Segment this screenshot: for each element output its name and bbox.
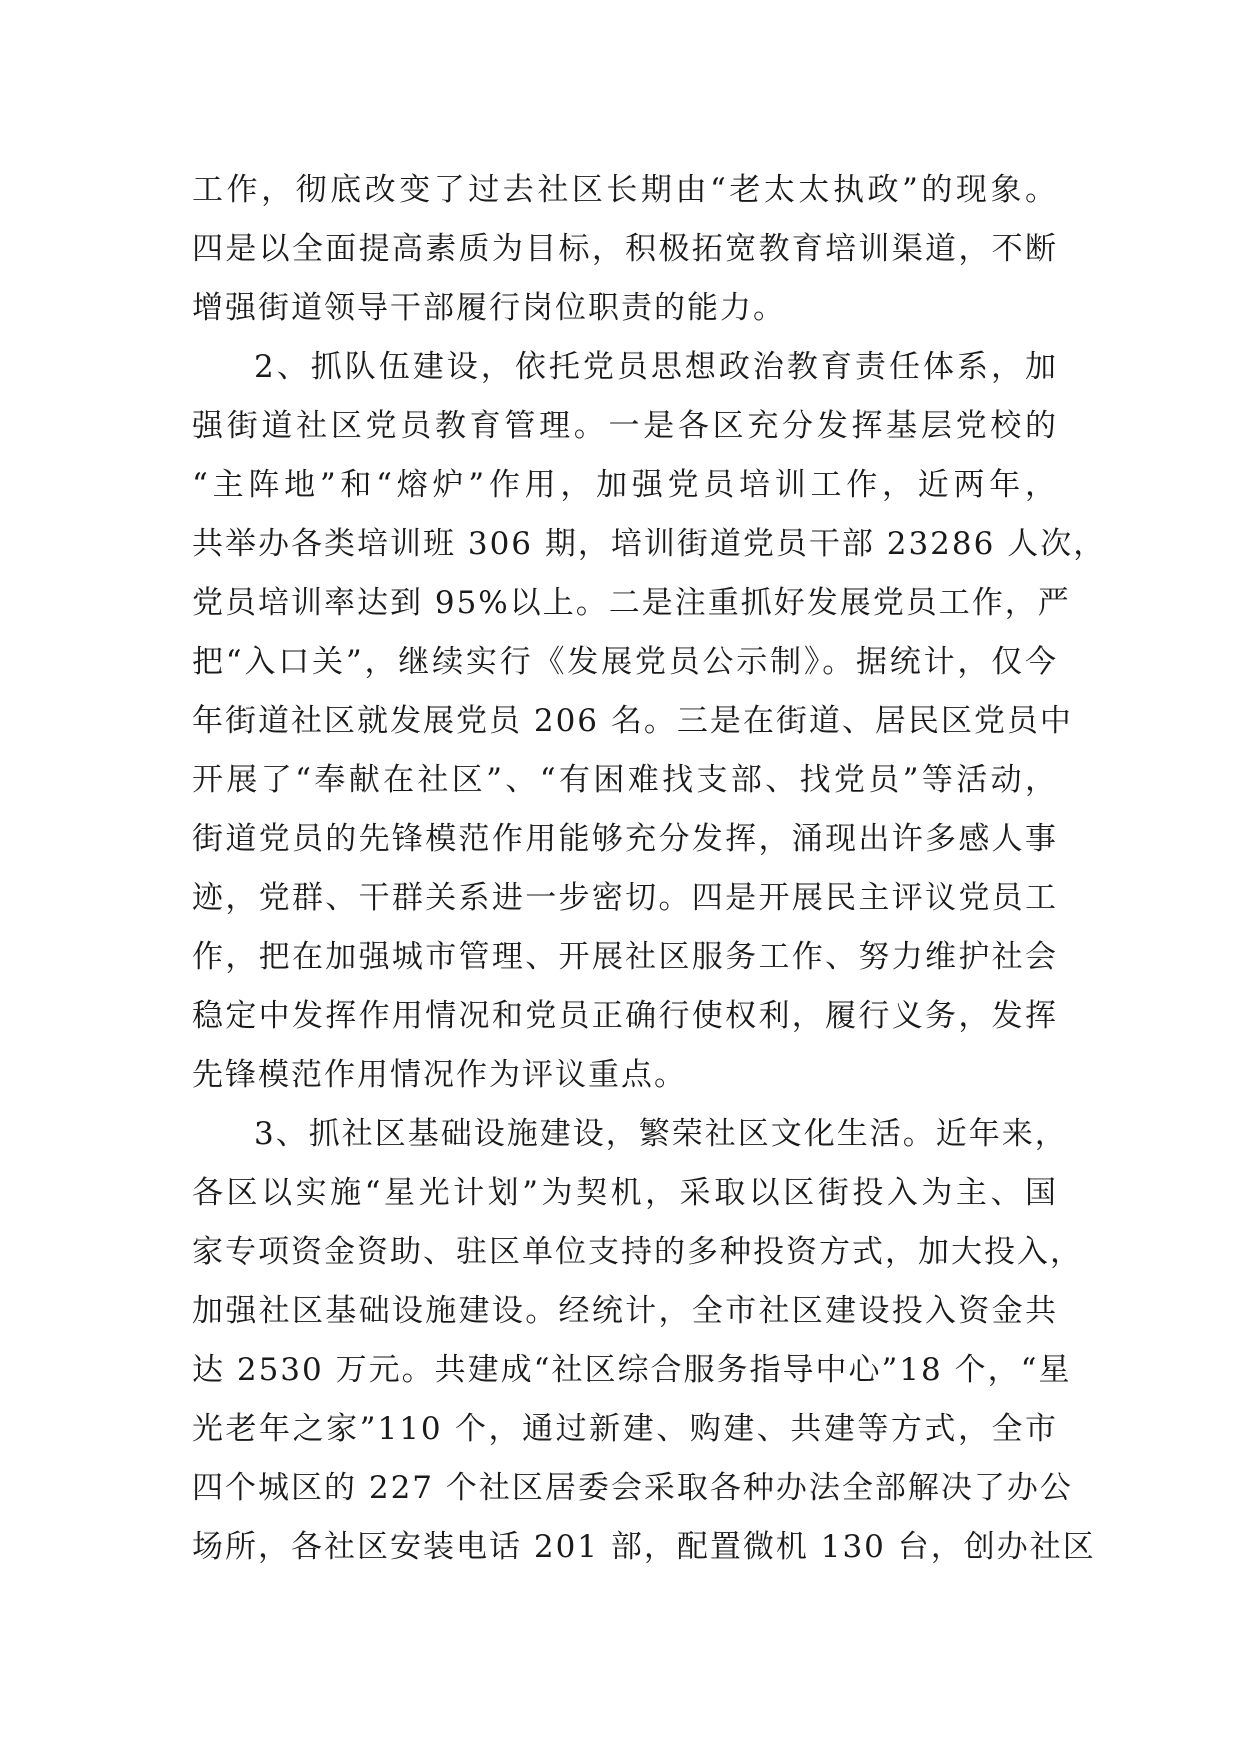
text-line: 场所，各社区安装电话 201 部，配置微机 130 台，创办社区 (192, 1529, 1096, 1565)
text-line: 四个城区的 227 个社区居委会采取各种办法全部解决了办公 (192, 1470, 1073, 1506)
document-body (192, 161, 1107, 1577)
text-line: 迹，党群、干群关系进一步密切。四是开展民主评议党员工 (192, 880, 1058, 916)
paragraph-2-team-building (192, 338, 1107, 1105)
text-line: 先锋模范作用情况作为评议重点。 (192, 1057, 687, 1093)
paragraph-3-infrastructure (192, 1105, 1096, 1577)
text-line: “主阵地”和“熔炉”作用，加强党员培训工作，近两年， (192, 467, 1058, 503)
text-line: 把“入口关”，继续实行《发展党员公示制》。据统计，仅今 (192, 644, 1058, 680)
text-line: 强街道社区党员教育管理。一是各区充分发挥基层党校的 (192, 408, 1058, 444)
text-line: 各区以实施“星光计划”为契机，采取以区街投入为主、国 (192, 1175, 1058, 1211)
text-line: 增强街道领导干部履行岗位职责的能力。 (192, 290, 786, 326)
text-line: 共举办各类培训班 306 期，培训街道党员干部 23286 人次， (192, 526, 1107, 562)
text-line: 开展了“奉献在社区”、“有困难找支部、找党员”等活动， (192, 762, 1058, 798)
text-line: 工作，彻底改变了过去社区长期由“老太太执政”的现象。 (192, 172, 1058, 208)
text-line: 光老年之家”110 个，通过新建、购建、共建等方式，全市 (192, 1411, 1058, 1447)
text-line: 家专项资金资助、驻区单位支持的多种投资方式，加大投入， (192, 1234, 1083, 1270)
text-line: 3、抓社区基础设施建设，繁荣社区文化生活。近年来， (254, 1116, 1068, 1152)
text-line: 作，把在加强城市管理、开展社区服务工作、努力维护社会 (192, 939, 1058, 975)
text-line: 稳定中发挥作用情况和党员正确行使权利，履行义务，发挥 (192, 998, 1058, 1034)
text-line: 年街道社区就发展党员 206 名。三是在街道、居民区党员中 (192, 703, 1073, 739)
text-line: 党员培训率达到 95%以上。二是注重抓好发展党员工作，严 (192, 585, 1071, 621)
text-line: 2、抓队伍建设，依托党员思想政治教育责任体系，加 (254, 349, 1058, 385)
text-line: 加强社区基础设施建设。经统计，全市社区建设投入资金共 (192, 1293, 1058, 1329)
text-line: 街道党员的先锋模范作用能够充分发挥，涌现出许多感人事 (192, 821, 1058, 857)
text-line: 四是以全面提高素质为目标，积极拓宽教育培训渠道，不断 (192, 231, 1058, 267)
paragraph-1-continuation (192, 161, 1058, 338)
text-line: 达 2530 万元。共建成“社区综合服务指导中心”18 个，“星 (192, 1352, 1072, 1388)
